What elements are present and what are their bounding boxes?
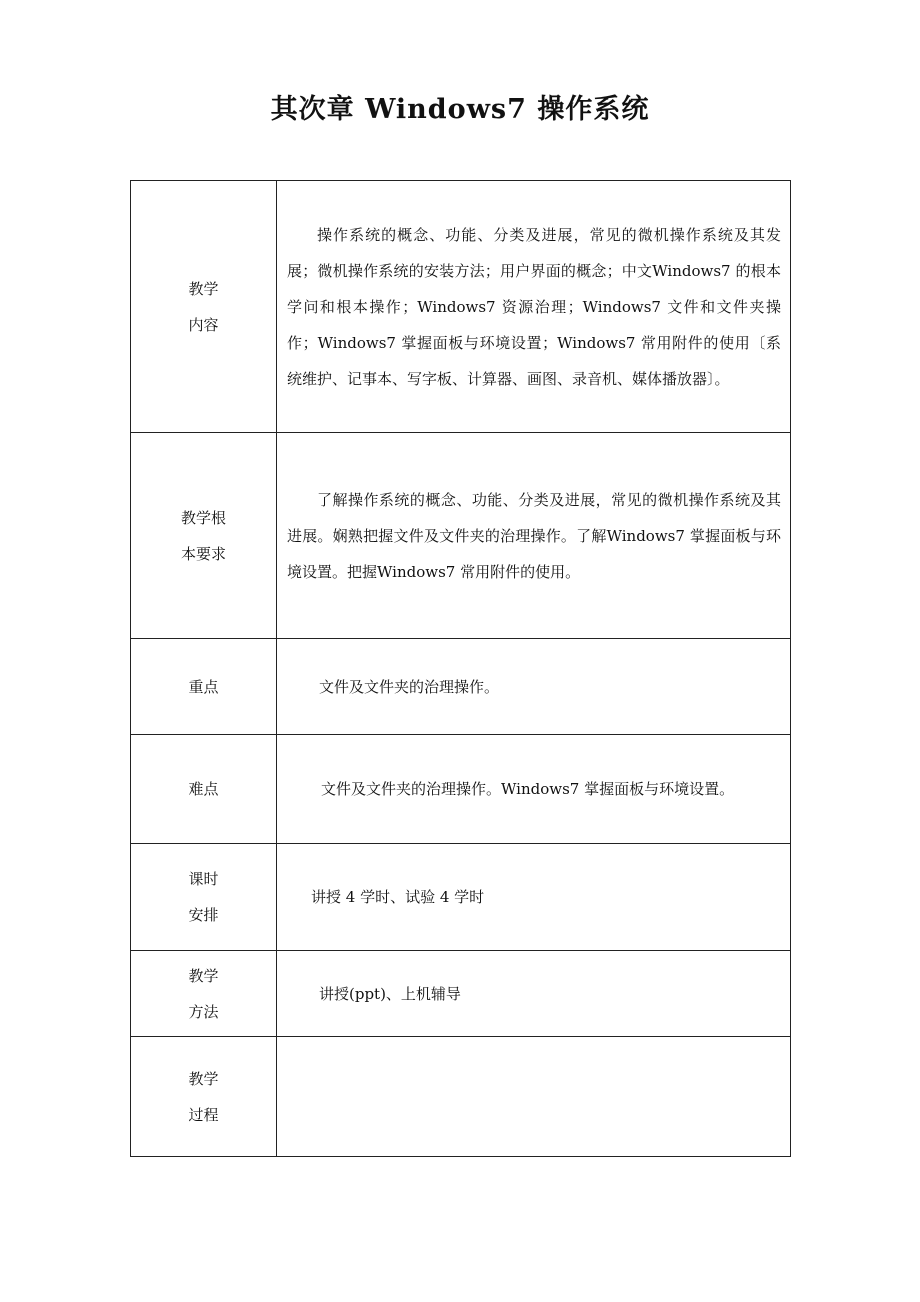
row-label-teaching-methods <box>131 951 277 1037</box>
row-content-text: 文件及文件夹的治理操作。Windows7 掌握面板与环境设置。 <box>321 780 735 798</box>
row-label-difficulties <box>131 735 277 844</box>
table-row <box>131 951 791 1037</box>
row-label-class-hours <box>131 844 277 951</box>
row-label-line: 安排 <box>188 906 219 924</box>
row-label-line: 教学 <box>188 966 219 985</box>
row-label-line: 内容 <box>188 315 219 334</box>
row-content-teaching-process <box>277 1037 791 1157</box>
row-content-teaching-methods <box>277 951 791 1037</box>
row-label-teaching-process <box>131 1037 277 1157</box>
row-label-line: 本要求 <box>180 544 226 563</box>
row-content-text: 操作系统的概念、功能、分类及进展，常见的微机操作系统及其发展；微机操作系统的安装方法；用户界面的概念；中文Windows7 的根本学问和根本操作；Windows7 资源治理；Windows7 文件和文件夹操作；Windows7 掌握面板与环境设置；Windows7 常用附件的使用〔系统维护、记事本、写字板、计算器、画图、录音机、媒体播放器〕。 <box>287 225 781 388</box>
row-label-line: 重点 <box>188 677 219 696</box>
row-content-basic-requirements <box>277 433 791 639</box>
row-label-line: 过程 <box>188 1105 219 1124</box>
row-label-line: 教学根 <box>180 508 226 527</box>
lesson-plan-table <box>130 180 791 1157</box>
row-content-difficulties <box>277 735 791 844</box>
row-content-class-hours <box>277 844 791 951</box>
row-label-line: 教学 <box>188 279 219 298</box>
table-row <box>131 1037 791 1157</box>
table-row <box>131 181 791 433</box>
row-label-basic-requirements <box>131 433 277 639</box>
table-row <box>131 844 791 951</box>
row-label-line: 难点 <box>188 780 219 798</box>
row-content-text: 讲授 4 学时、试验 4 学时 <box>311 888 485 906</box>
table-row <box>131 433 791 639</box>
table-row <box>131 639 791 735</box>
row-label-line: 教学 <box>188 1069 219 1088</box>
row-label-key-points <box>131 639 277 735</box>
table-row <box>131 735 791 844</box>
row-content-text: 了解操作系统的概念、功能、分类及进展，常见的微机操作系统及其进展。娴熟把握文件及文件夹的治理操作。了解Windows7 掌握面板与环境设置。把握Windows7 常用附件的使用。 <box>287 490 781 581</box>
row-content-teaching-content <box>277 181 791 433</box>
row-content-text: 文件及文件夹的治理操作。 <box>319 677 500 696</box>
row-label-teaching-content <box>131 181 277 433</box>
row-content-text: 讲授(ppt)、上机辅导 <box>319 984 461 1003</box>
row-label-line: 课时 <box>188 870 219 888</box>
document-title: 其次章 Windows7 操作系统 <box>270 94 650 125</box>
row-content-key-points <box>277 639 791 735</box>
row-label-line: 方法 <box>188 1002 219 1021</box>
